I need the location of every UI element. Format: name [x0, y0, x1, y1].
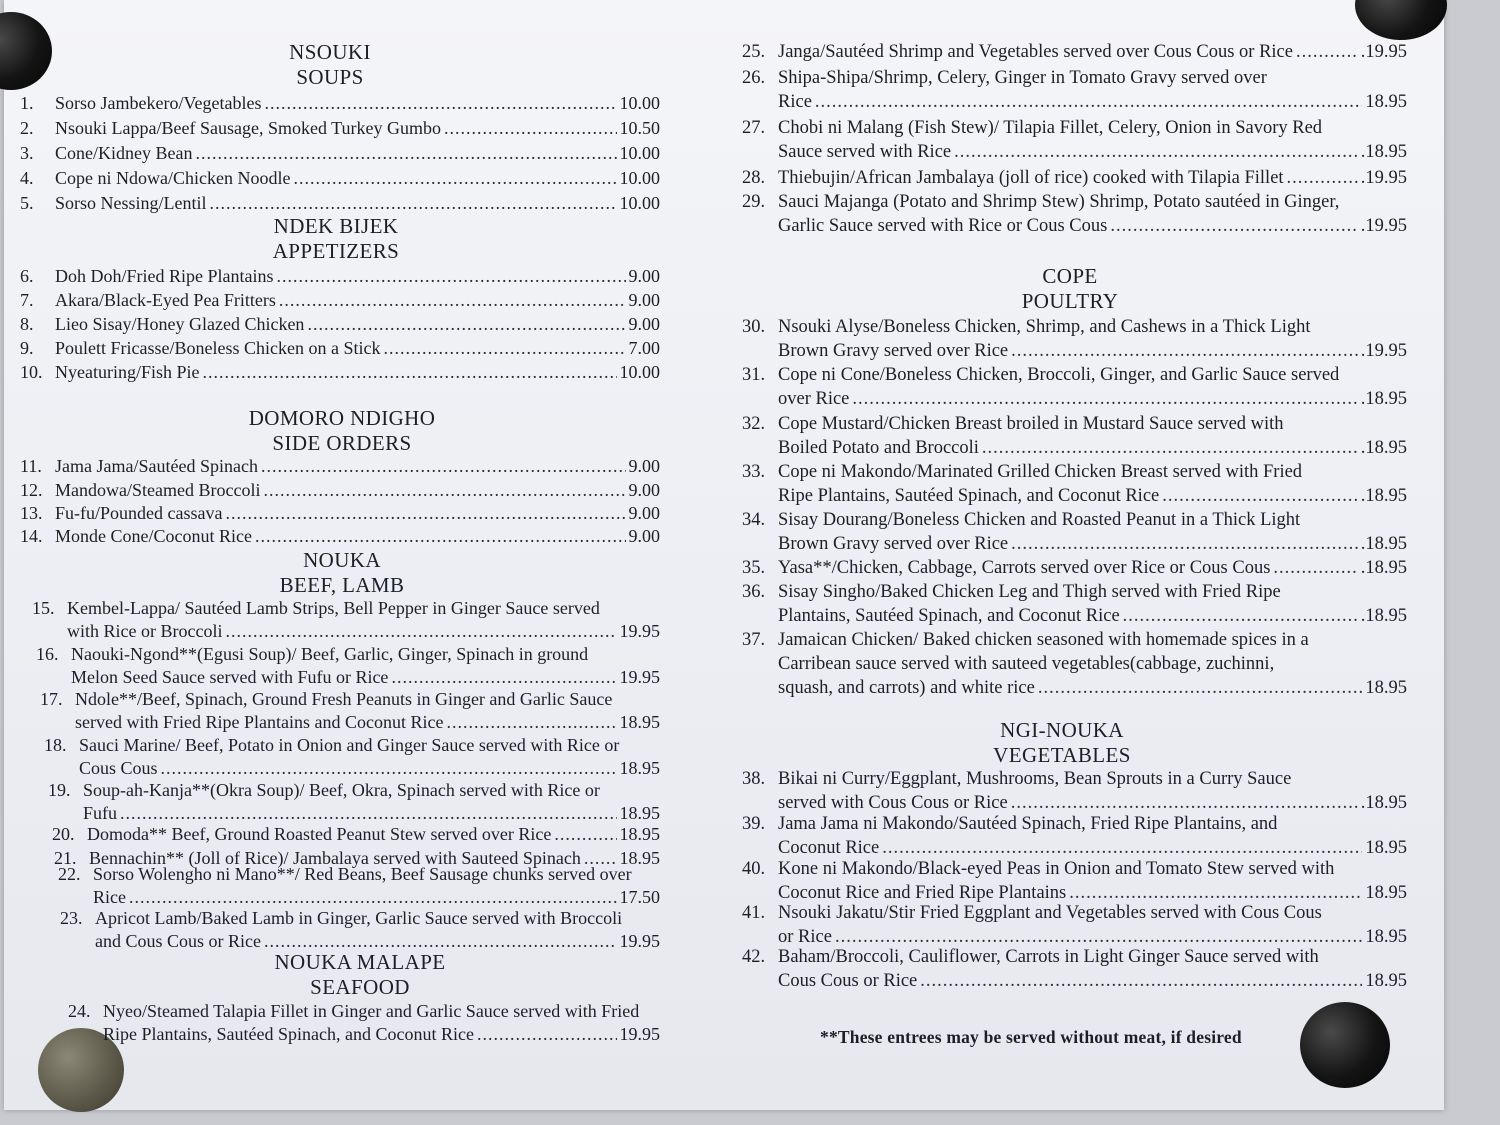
section-heading: VEGETABLES [993, 743, 1131, 767]
menu-item [20, 117, 660, 140]
item-number: 42. [742, 947, 766, 967]
menu-item [742, 315, 1407, 363]
dot-leader [1011, 532, 1358, 556]
dot-leader [554, 823, 616, 846]
item-description: Boiled Potato and Broccoli [778, 438, 979, 459]
item-description: Kembel-Lappa/ Sautéed Lamb Strips, Bell Pepper in Ginger Sauce served [67, 598, 600, 618]
item-number: 10. [20, 362, 43, 382]
item-price: 10.00 [619, 193, 660, 213]
item-number: 21. [54, 848, 77, 868]
menu-item [20, 525, 660, 548]
item-description: Bikai ni Curry/Eggplant, Mushrooms, Bean Sprouts in a Curry Sauce [778, 769, 1292, 789]
item-description: Bennachin** (Joll of Rice)/ Jambalaya served with Sauteed Spinach [89, 848, 581, 868]
menu-item [742, 40, 1407, 64]
menu-item [742, 166, 1407, 190]
section-heading: POULTRY [1021, 289, 1119, 313]
section-heading: NGI-NOUKA [1000, 718, 1124, 742]
dot-leader [210, 192, 617, 215]
item-description: squash, and carrots) and white rice [778, 678, 1035, 699]
dot-leader [129, 886, 617, 909]
item-description: over Rice [778, 389, 850, 410]
dot-leader [261, 455, 626, 478]
item-description: Cope ni Makondo/Marinated Grilled Chicken Breast served with Fried [778, 462, 1303, 482]
item-price: .18.95 [1360, 438, 1407, 459]
item-description: served with Fried Ripe Plantains and Coconut Rice [75, 712, 444, 732]
item-number: 34. [742, 510, 766, 530]
dot-leader [264, 92, 616, 115]
item-number: 27. [742, 118, 766, 138]
item-price: 17.50 [619, 887, 660, 907]
item-number: 18. [44, 735, 67, 755]
item-description: Janga/Sautéed Shrimp and Vegetables served over Cous Cous or Rice [778, 42, 1293, 62]
item-price: 18.95 [619, 803, 660, 823]
item-description: Jamaican Chicken/ Baked chicken seasoned with homemade spices in a [778, 630, 1309, 650]
dot-leader [1296, 40, 1358, 64]
dot-leader [195, 142, 616, 165]
item-price: 18.95 [619, 824, 660, 844]
item-description: Fufu [83, 803, 118, 823]
item-price: 19.95 [619, 1024, 660, 1044]
menu-item [52, 823, 660, 846]
menu-item [20, 265, 660, 288]
item-price: .18.95 [1360, 486, 1407, 507]
item-description: Nsouki Alyse/Boneless Chicken, Shrimp, and Cashews in a Thick Light [778, 317, 1311, 337]
item-description: Coconut Rice and Fried Ripe Plantains [778, 883, 1067, 904]
item-number: 17. [40, 689, 63, 709]
item-price: 19.95 [619, 667, 660, 687]
menu-item [20, 361, 660, 384]
item-number: 4. [20, 168, 34, 188]
dot-leader [391, 666, 616, 689]
menu-item [58, 863, 660, 909]
dot-leader [852, 387, 1357, 411]
item-number: 19. [48, 780, 71, 800]
item-description: Ndole**/Beef, Spinach, Ground Fresh Peanuts in Ginger and Garlic Sauce [75, 689, 613, 709]
item-description: Yasa**/Chicken, Cabbage, Carrots served over Rice or Cous Cous [778, 558, 1271, 578]
item-price: .18.95 [1360, 534, 1407, 555]
dot-leader [1011, 339, 1358, 363]
item-description: Rice [93, 887, 126, 907]
dot-leader [120, 802, 616, 825]
menu-item [20, 313, 660, 336]
item-description: Sisay Dourang/Boneless Chicken and Roasted Peanut in a Thick Light [778, 510, 1301, 530]
item-price: 18.95 [619, 848, 660, 868]
item-number: 25. [742, 42, 766, 62]
item-number: 37. [742, 630, 766, 650]
item-price: 18.95 [619, 758, 660, 778]
item-description: Soup-ah-Kanja**(Okra Soup)/ Beef, Okra, Spinach served with Rice or [83, 780, 600, 800]
menu-item [742, 190, 1407, 238]
item-price: .18.95 [1360, 793, 1407, 814]
item-number: 15. [32, 598, 55, 618]
item-description: Jama Jama/Sautéed Spinach [55, 456, 258, 476]
menu-item [20, 92, 660, 115]
item-price: .19.95 [1360, 42, 1407, 62]
item-number: 16. [36, 644, 59, 664]
item-price: 9.00 [628, 526, 660, 546]
dot-leader [982, 436, 1358, 460]
item-price: 10.00 [619, 168, 660, 188]
menu-item [20, 455, 660, 478]
item-price: 18.95 [1365, 927, 1407, 948]
item-number: 29. [742, 192, 766, 212]
menu-item [742, 66, 1407, 114]
item-description: Poulett Fricasse/Boneless Chicken on a Stick [55, 338, 381, 358]
item-description: Chobi ni Malang (Fish Stew)/ Tilapia Fillet, Celery, Onion in Savory Red [778, 118, 1323, 138]
item-description: Brown Gravy served over Rice [778, 341, 1009, 362]
item-number: 13. [20, 503, 43, 523]
dot-leader [307, 313, 625, 336]
dot-leader [477, 1023, 617, 1046]
item-description: Cone/Kidney Bean [55, 143, 193, 163]
item-price: 9.00 [628, 266, 660, 286]
item-description: Mandowa/Steamed Broccoli [55, 480, 261, 500]
menu-item [40, 688, 660, 734]
item-price: 10.00 [619, 143, 660, 163]
item-price: 10.00 [619, 93, 660, 113]
item-number: 41. [742, 903, 766, 923]
item-number: 26. [742, 68, 766, 88]
item-description: Plantains, Sautéed Spinach, and Coconut Rice [778, 606, 1120, 627]
item-price: 18.95 [1365, 883, 1407, 904]
section-heading: APPETIZERS [272, 239, 400, 263]
item-number: 36. [742, 582, 766, 602]
menu-item [742, 945, 1407, 993]
item-description: Cope ni Cone/Boneless Chicken, Broccoli, Ginger, and Garlic Sauce served [778, 365, 1340, 385]
item-description: Cous Cous [79, 758, 158, 778]
item-number: 22. [58, 864, 81, 884]
item-description: Ripe Plantains, Sautéed Spinach, and Coconut Rice [103, 1024, 474, 1044]
menu-item [44, 734, 660, 780]
item-price: .19.95 [1360, 216, 1407, 237]
item-description: Cope Mustard/Chicken Breast broiled in Mustard Sauce served with [778, 414, 1284, 434]
menu-item [60, 907, 660, 953]
section-heading: NDEK BIJEK [273, 214, 399, 238]
item-description: Nyeaturing/Fish Pie [55, 362, 200, 382]
menu-item [742, 901, 1407, 949]
item-description: Jama Jama ni Makondo/Sautéed Spinach, Fried Ripe Plantains, and [778, 814, 1278, 834]
menu-item [742, 628, 1407, 701]
item-number: 23. [60, 908, 83, 928]
item-price: 18.95 [1365, 971, 1407, 992]
menu-item [68, 1000, 660, 1046]
item-number: 24. [68, 1001, 91, 1021]
item-number: 39. [742, 814, 766, 834]
item-price: 18.95 [1365, 678, 1407, 699]
dot-leader [1273, 556, 1357, 580]
item-description: Sorso Jambekero/Vegetables [55, 93, 262, 113]
item-description: Lieo Sisay/Honey Glazed Chicken [55, 314, 305, 334]
item-price: .19.95 [1360, 341, 1407, 362]
item-price: .18.95 [1360, 606, 1407, 627]
item-description: Sisay Singho/Baked Chicken Leg and Thigh served with Fried Ripe [778, 582, 1281, 602]
dot-leader [383, 337, 625, 360]
dot-leader [1110, 214, 1357, 238]
item-description: Rice [778, 92, 812, 113]
item-description: Doh Doh/Fried Ripe Plantains [55, 266, 274, 286]
item-description: Baham/Broccoli, Cauliflower, Carrots in Light Ginger Sauce served with [778, 947, 1319, 967]
footnote: **These entrees may be served without meat, if desired [820, 1027, 1242, 1047]
item-price: .18.95 [1360, 142, 1407, 163]
item-description: Domoda** Beef, Ground Roasted Peanut Stew served over Rice [87, 824, 552, 844]
menu-item [742, 767, 1407, 815]
item-price: 9.00 [628, 290, 660, 310]
item-number: 32. [742, 414, 766, 434]
item-description: served with Cous Cous or Rice [778, 793, 1008, 814]
item-number: 20. [52, 824, 75, 844]
item-number: 3. [20, 143, 34, 163]
item-description: or Rice [778, 927, 832, 948]
dot-leader [293, 167, 616, 190]
dot-leader [1287, 166, 1358, 190]
item-price: 18.95 [1365, 838, 1407, 859]
section-heading: NOUKA [303, 548, 381, 572]
item-number: 7. [20, 290, 34, 310]
menu-item [20, 192, 660, 215]
item-number: 6. [20, 266, 34, 286]
item-price: 18.95 [619, 712, 660, 732]
dot-leader [920, 969, 1362, 993]
dot-leader [1123, 604, 1358, 628]
item-description: Melon Seed Sauce served with Fufu or Rice [71, 667, 389, 687]
section-heading: NOUKA MALAPE [274, 950, 446, 974]
menu-item [20, 337, 660, 360]
item-price: 9.00 [628, 456, 660, 476]
section-heading: BEEF, LAMB [279, 573, 405, 597]
item-description: Thiebujin/African Jambalaya (joll of rice) cooked with Tilapia Fillet [778, 168, 1284, 188]
section-heading: SOUPS [296, 65, 364, 89]
item-description: Sauci Marine/ Beef, Potato in Onion and Ginger Sauce served with Rice or [79, 735, 620, 755]
magnet-bottom-right [1300, 1002, 1390, 1088]
item-price: 9.00 [628, 503, 660, 523]
item-number: 9. [20, 338, 34, 358]
item-description: Nyeo/Steamed Talapia Fillet in Ginger and Garlic Sauce served with Fried [103, 1001, 640, 1021]
menu-item [742, 116, 1407, 164]
item-description: Nsouki Lappa/Beef Sausage, Smoked Turkey Gumbo [55, 118, 441, 138]
menu-item [48, 779, 660, 825]
item-description: Fu-fu/Pounded cassava [55, 503, 223, 523]
dot-leader [225, 620, 616, 643]
item-number: 5. [20, 193, 34, 213]
dot-leader [446, 711, 616, 734]
item-number: 2. [20, 118, 34, 138]
dot-leader [203, 361, 617, 384]
menu-item [742, 580, 1407, 628]
item-number: 31. [742, 365, 766, 385]
item-price: 19.95 [619, 931, 660, 951]
item-number: 1. [20, 93, 34, 113]
dot-leader [954, 140, 1358, 164]
item-number: 11. [20, 456, 42, 476]
item-number: 38. [742, 769, 766, 789]
item-description: Akara/Black-Eyed Pea Fritters [55, 290, 276, 310]
item-number: 40. [742, 859, 766, 879]
menu-item [742, 412, 1407, 460]
item-number: 30. [742, 317, 766, 337]
item-number: 33. [742, 462, 766, 482]
item-price: .18.95 [1360, 558, 1407, 578]
menu-item [20, 142, 660, 165]
dot-leader [255, 525, 626, 548]
item-description: with Rice or Broccoli [67, 621, 223, 641]
item-price: 9.00 [628, 480, 660, 500]
section-heading: SIDE ORDERS [272, 431, 412, 455]
item-description: Brown Gravy served over Rice [778, 534, 1009, 555]
menu-item [32, 597, 660, 643]
dot-leader [815, 90, 1362, 114]
item-description: Nsouki Jakatu/Stir Fried Eggplant and Vegetables served with Cous Cous [778, 903, 1322, 923]
dot-leader [1162, 484, 1358, 508]
item-price: 10.50 [619, 118, 660, 138]
item-price: 7.00 [628, 338, 660, 358]
item-description: Cope ni Ndowa/Chicken Noodle [55, 168, 291, 188]
dot-leader [1038, 676, 1363, 700]
item-description: Kone ni Makondo/Black-eyed Peas in Onion and Tomato Stew served with [778, 859, 1335, 879]
item-description: Carribean sauce served with sauteed vegetables(cabbage, zuchinni, [778, 654, 1275, 675]
menu-item [20, 167, 660, 190]
dot-leader [444, 117, 617, 140]
section-heading: NSOUKI [289, 40, 371, 64]
menu-item [742, 363, 1407, 411]
item-price: 10.00 [619, 362, 660, 382]
item-description: Naouki-Ngond**(Egusi Soup)/ Beef, Garlic, Ginger, Spinach in ground [71, 644, 589, 664]
item-price: .18.95 [1360, 389, 1407, 410]
item-number: 14. [20, 526, 43, 546]
dot-leader [277, 265, 626, 288]
menu-item [742, 460, 1407, 508]
dot-leader [225, 502, 625, 525]
menu-item [742, 857, 1407, 905]
item-number: 12. [20, 480, 43, 500]
dot-leader [279, 289, 626, 312]
item-description: Sorso Nessing/Lentil [55, 193, 207, 213]
item-price: .19.95 [1360, 168, 1407, 188]
item-description: Monde Cone/Coconut Rice [55, 526, 252, 546]
item-number: 28. [742, 168, 766, 188]
item-description: Coconut Rice [778, 838, 880, 859]
item-description: Ripe Plantains, Sautéed Spinach, and Coconut Rice [778, 486, 1160, 507]
item-description: Cous Cous or Rice [778, 971, 918, 992]
item-number: 8. [20, 314, 34, 334]
section-heading: COPE [1042, 264, 1098, 288]
item-description: Shipa-Shipa/Shrimp, Celery, Ginger in Tomato Gravy served over [778, 68, 1267, 88]
menu-item [742, 508, 1407, 556]
section-heading: SEAFOOD [310, 975, 410, 999]
section-heading: DOMORO NDIGHO [248, 406, 436, 430]
menu-item [20, 479, 660, 502]
item-number: 35. [742, 558, 766, 578]
item-description: Apricot Lamb/Baked Lamb in Ginger, Garlic Sauce served with Broccoli [95, 908, 623, 928]
item-description: Sauci Majanga (Potato and Shrimp Stew) Shrimp, Potato sautéed in Ginger, [778, 192, 1340, 212]
menu-item [36, 643, 660, 689]
item-description: Sauce served with Rice [778, 142, 952, 163]
menu-item [20, 289, 660, 312]
dot-leader [161, 757, 617, 780]
menu-item [742, 812, 1407, 860]
item-price: 19.95 [619, 621, 660, 641]
dot-leader [263, 479, 625, 502]
menu-item [742, 556, 1407, 580]
item-price: 18.95 [1365, 92, 1407, 113]
item-description: and Cous Cous or Rice [95, 931, 261, 951]
menu-item [20, 502, 660, 525]
item-description: Sorso Wolengho ni Mano**/ Red Beans, Beef Sausage chunks served over [93, 864, 632, 884]
item-description: Garlic Sauce served with Rice or Cous Cous [778, 216, 1108, 237]
item-price: 9.00 [628, 314, 660, 334]
